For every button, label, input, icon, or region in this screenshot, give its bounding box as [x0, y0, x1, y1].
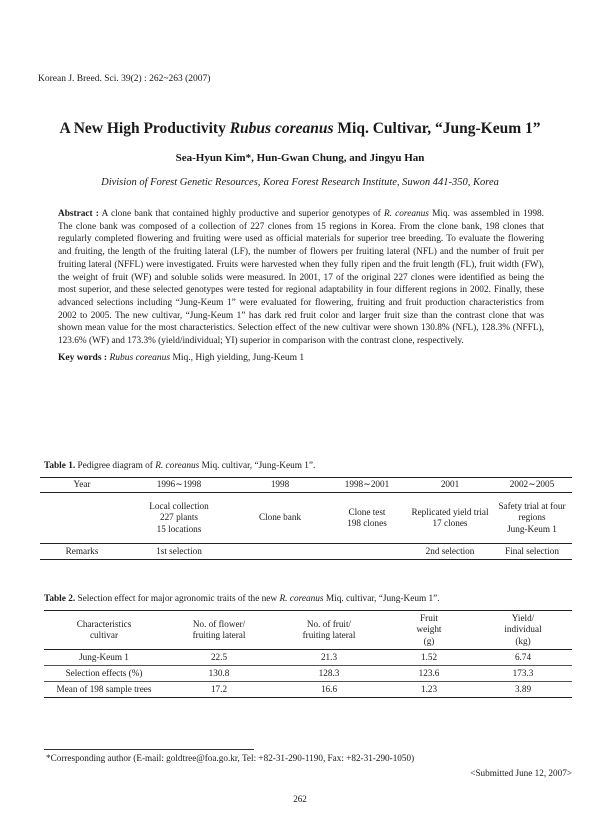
- table2-cell: 16.6: [320, 683, 338, 694]
- table1-cell: [408, 493, 492, 544]
- table2-line: (kg): [515, 635, 531, 646]
- title-post: Miq. Cultivar, “Jung-Keum 1”: [333, 120, 541, 137]
- table2-line: Yield/: [511, 612, 535, 623]
- page-number: 262: [293, 794, 307, 804]
- table1-header-cell: 1998: [234, 478, 326, 493]
- table-row: [44, 650, 572, 666]
- table2-line: cultivar: [89, 630, 119, 640]
- table1-cell: Final selection: [492, 544, 572, 560]
- table1-remarks-row: [40, 544, 572, 560]
- table2-header-cell: [474, 611, 572, 650]
- table2-cell: 1.23: [420, 683, 438, 694]
- table1-line: Clone test: [348, 506, 386, 517]
- abstract-text-1: A clone bank that contained highly productive and superior genotypes of: [98, 209, 384, 219]
- table1-line: 198 clones: [347, 518, 387, 528]
- table2-header-cell: [164, 611, 274, 650]
- table2-line: No. of flower/: [192, 618, 246, 629]
- keywords: [58, 353, 304, 363]
- table2-cell: 130.8: [164, 666, 274, 682]
- table2-cell: 3.89: [514, 683, 532, 694]
- abstract-species: R. coreanus: [383, 209, 429, 219]
- table2-line: weight: [416, 624, 442, 635]
- table2-caption-label: Table 2.: [44, 594, 76, 604]
- table1-header-row: [40, 478, 572, 493]
- table2-caption-post: Miq. cultivar, “Jung-Keum 1”.: [323, 594, 440, 604]
- table1-cell: [40, 493, 124, 544]
- table1-line: Safety trial at four: [498, 500, 566, 511]
- table1-line: Replicated yield trial: [411, 506, 489, 517]
- table2-caption-pre: Selection effect for major agronomic traits of the new: [75, 594, 280, 604]
- table2-line: (g): [423, 635, 435, 646]
- keywords-label: Key words :: [58, 353, 108, 363]
- author-list: Sea-Hyun Kim*, Hun-Gwan Chung, and Jingyu Han: [175, 152, 425, 164]
- table2-cell: 128.3: [274, 666, 384, 682]
- table1-cell: [124, 493, 234, 544]
- table2-line: fruiting lateral: [192, 630, 246, 640]
- table2-line: individual: [504, 624, 542, 635]
- table1-line: Clone bank: [258, 512, 302, 523]
- table2-line: fruiting lateral: [302, 630, 356, 640]
- keywords-rest: Miq., High yielding, Jung-Keum 1: [170, 353, 305, 363]
- table2-cell: 173.3: [474, 666, 572, 682]
- table1-header-cell: 2002∼2005: [492, 478, 572, 493]
- table1-cell: [234, 493, 326, 544]
- table1-cell: [492, 493, 572, 544]
- table2-caption: [44, 594, 440, 604]
- title-pre: A New High Productivity: [59, 120, 230, 137]
- table2-cell: 17.2: [210, 683, 228, 694]
- affiliation: Division of Forest Genetic Resources, Korea Forest Research Institute, Suwon 441-350, Korea: [101, 177, 499, 188]
- title-species: Rubus coreanus: [229, 120, 334, 137]
- table2-header-cell: [384, 611, 474, 650]
- table2-caption-species: R. coreanus: [279, 594, 324, 604]
- pedigree-table: [40, 477, 572, 560]
- corresponding-author-footnote: *Corresponding author (E-mail: goldtree@foa.go.kr, Tel: +82-31-290-1190, Fax: +82-31-290-1050): [46, 753, 415, 763]
- table1-header-cell: 2001: [408, 478, 492, 493]
- table1-cell: [234, 544, 326, 560]
- table1-cell: 2nd selection: [408, 544, 492, 560]
- table2-header-cell: [44, 611, 164, 650]
- table1-line: 15 locations: [156, 523, 202, 534]
- journal-citation: Korean J. Breed. Sci. 39(2) : 262~263 (2007): [38, 74, 211, 84]
- paper-title: [0, 120, 600, 138]
- keywords-species: Rubus coreanus: [109, 353, 171, 363]
- abstract-text-2: Miq. was assembled in 1998. The clone bank was composed of a collection of 227 clones from 15 regions in Korea. From the clone bank, 198 clones that regularly completed flowering and fruiting were used as official materials for superior tree breeding. To evaluate the flowering and fruiting, the length of the fruiting lateral (LF), the number of flowers per fruiting lateral (NFL) and the number of fruit per fruiting lateral (NFFL) were investigated. Fruits were harvested when they fully ripen and the fruit length (FL), fruit width (FW), the weight of fruit (WF) and soluble solids were measured. In 2001, 17 of the original 227 clones were identified as being the most superior, and these selected genotypes were tested for regional adaptability in four different regions in 2002. Finally, these advanced selections including “Jung-Keum 1” were evaluated for flowering, fruiting and fruit production characteristics from 2002 to 2005. The new cultivar, “Jung-Keum 1” has dark red fruit color and larger fruit size than the contrast clone that was shown mean value for the most characteristics. Selection effect of the new cultivar were shown 130.8% (NFL), 128.3% (NFFL), 123.6% (WF) and 173.3% (yield/individual; YI) superior in comparison with the contrast clone, respectively.: [58, 209, 544, 347]
- table1-line: 227 plants: [159, 512, 199, 523]
- table1-header-cell: 1996∼1998: [124, 478, 234, 493]
- table1-line: regions: [518, 512, 546, 523]
- table2-cell: Mean of 198 sample trees: [56, 683, 152, 694]
- table1-caption-species: R. coreanus: [155, 461, 200, 471]
- table1-line: Local collection: [149, 500, 209, 511]
- abstract: [58, 208, 544, 348]
- table1-line: 17 clones: [432, 518, 468, 528]
- table1-caption-pre: Pedigree diagram of: [75, 461, 156, 471]
- table2-cell: Selection effects (%): [44, 666, 164, 682]
- table2-cell: 1.52: [384, 650, 474, 666]
- abstract-label: Abstract :: [58, 209, 99, 219]
- submission-date: <Submitted June 12, 2007>: [470, 768, 572, 778]
- table2-line: No. of fruit/: [306, 618, 352, 629]
- table1-cell: 1st selection: [124, 544, 234, 560]
- table-row: [44, 682, 572, 698]
- footnote-rule: [44, 749, 254, 750]
- table2-header-row: [44, 611, 572, 650]
- table1-header-cell: Year: [40, 478, 124, 493]
- table2-cell: 123.6: [384, 666, 474, 682]
- table2-cell: 22.5: [164, 650, 274, 666]
- table1-cell: [326, 544, 408, 560]
- table1-line: Jung-Keum 1: [507, 523, 557, 534]
- table1-caption-label: Table 1.: [44, 461, 76, 471]
- table2-cell: 21.3: [274, 650, 384, 666]
- table2-line: Fruit: [420, 612, 438, 623]
- selection-effect-table: [44, 610, 572, 698]
- table1-caption-post: Miq. cultivar, “Jung-Keum 1”.: [199, 461, 316, 471]
- table1-body-row: [40, 493, 572, 544]
- table2-header-cell: [274, 611, 384, 650]
- table1-cell: [326, 493, 408, 544]
- table-row: [44, 666, 572, 682]
- table2-cell: 6.74: [474, 650, 572, 666]
- table1-caption: [44, 461, 315, 471]
- table2-cell: Jung-Keum 1: [44, 650, 164, 666]
- table1-header-cell: 1998∼2001: [326, 478, 408, 493]
- table1-cell: Remarks: [40, 544, 124, 560]
- table2-line: Characteristics: [76, 618, 132, 629]
